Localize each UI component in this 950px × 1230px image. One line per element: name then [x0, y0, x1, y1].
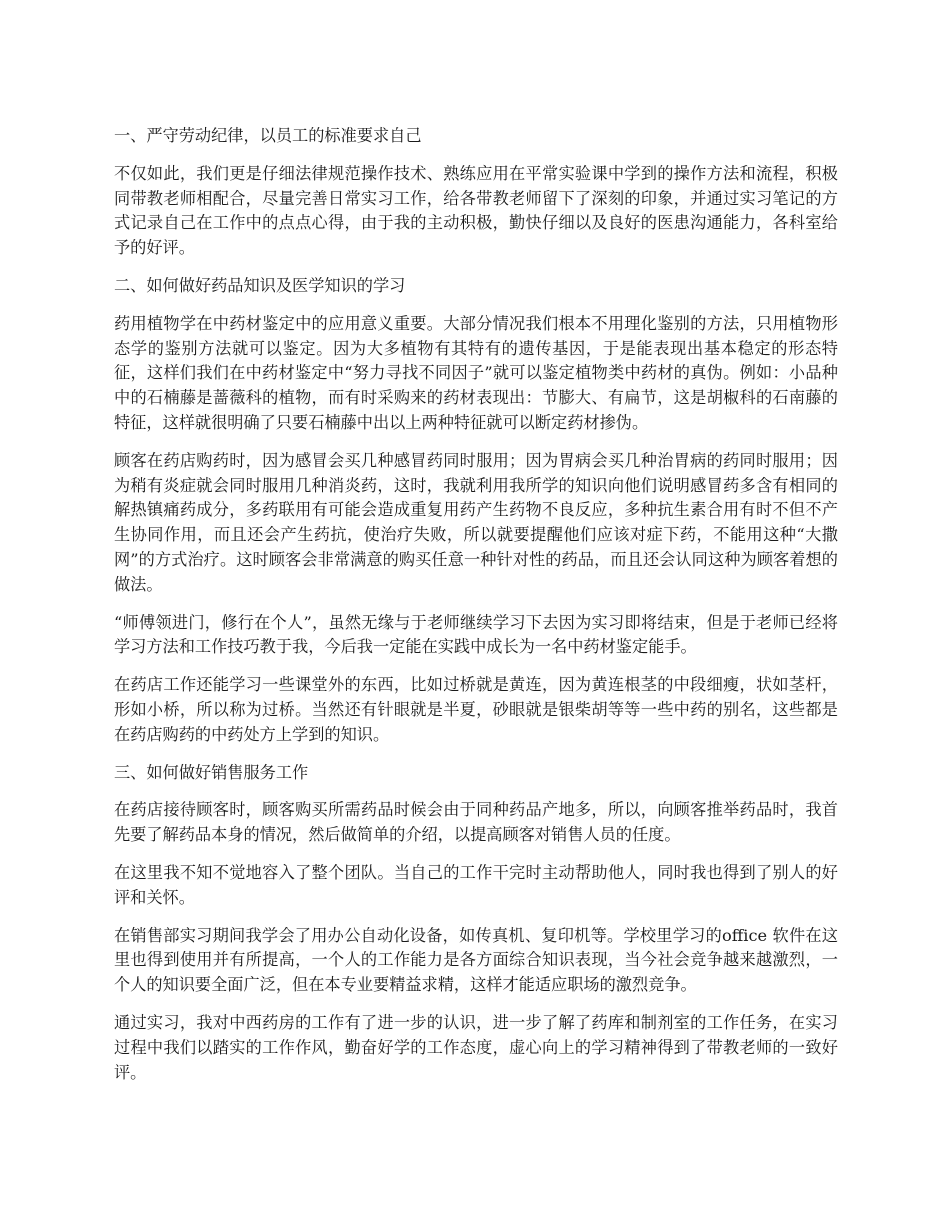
- paragraph: 在药店接待顾客时，顾客购买所需药品时候会由于同种药品产地多，所以，向顾客推举药品时，我首先要了解药品本身的情况，然后做简单的介绍，以提高顾客对销售人员的任度。: [114, 800, 838, 845]
- paragraph: 顾客在药店购药时，因为感冒会买几种感冒药同时服用；因为胃病会买几种治胃病的药同时服用；因为稍有炎症就会同时服用几种消炎药，这时，我就利用我所学的知识向他们说明感冒药多含有相同的解热镇痛药成分，多药联用有可能会造成重复用药产生药物不良反应，多种抗生素合用有时不但不产生协同作用，而且还会产生药抗，使治疗失败，所以就要提醒他们应该对症下药，不能用这种“大撒网”的方式治疗。这时顾客会非常满意的购买任意一种针对性的药品，而且还会认同这种为顾客着想的做法。: [114, 450, 838, 594]
- paragraph: 在这里我不知不觉地容入了整个团队。当自己的工作干完时主动帮助他人，同时我也得到了别人的好评和关怀。: [114, 862, 838, 907]
- paragraph: 不仅如此，我们更是仔细法律规范操作技术、熟练应用在平常实验课中学到的操作方法和流程，积极同带教老师相配合，尽量完善日常实习工作，给各带教老师留下了深刻的印象，并通过实习笔记的方式记录自己在工作中的点点心得，由于我的主动积极，勤快仔细以及良好的医患沟通能力，各科室给予的好评。: [114, 163, 838, 258]
- paragraph: 药用植物学在中药材鉴定中的应用意义重要。大部分情况我们根本不用理化鉴别的方法，只用植物形态学的鉴别方法就可以鉴定。因为大多植物有其特有的遗传基因，于是能表现出基本稳定的形态特征，这样们我们在中药材鉴定中“努力寻找不同因子”就可以鉴定植物类中药材的真伪。例如：小品种中的石楠藤是蔷薇科的植物，而有时采购来的药材表现出：节膨大、有扁节，这是胡椒科的石南藤的特征，这样就很明确了只要石楠藤中出以上两种特征就可以断定药材掺伪。: [114, 313, 838, 432]
- section-heading-2: 二、如何做好药品知识及医学知识的学习: [114, 275, 406, 295]
- paragraph: 在销售部实习期间我学会了用办公自动化设备，如传真机、复印机等。学校里学习的office 软件在这里也得到使用并有所提高，一个人的工作能力是各方面综合知识表现，当今社会竞争越来越激烈，一个人的知识要全面广泛，但在本专业要精益求精，这样才能适应职场的激烈竞争。: [114, 925, 838, 995]
- document-body: [114, 124, 838, 1098]
- paragraph: 通过实习，我对中西药房的工作有了进一步的认识，进一步了解了药库和制剂室的工作任务，在实习过程中我们以踏实的工作作风，勤奋好学的工作态度，虚心向上的学习精神得到了带教老师的一致好评。: [114, 1012, 838, 1082]
- section-heading-3: 三、如何做好销售服务工作: [114, 762, 309, 782]
- paragraph: “师傅领进门，修行在个人”，虽然无缘与于老师继续学习下去因为实习即将结束，但是于老师已经将学习方法和工作技巧教于我，今后我一定能在实践中成长为一名中药材鉴定能手。: [114, 612, 838, 657]
- paragraph: 在药店工作还能学习一些课堂外的东西，比如过桥就是黄连，因为黄连根茎的中段细瘦，状如茎杆，形如小桥，所以称为过桥。当然还有针眼就是半夏，砂眼就是银柴胡等等一些中药的别名，这些都是在药店购药的中药处方上学到的知识。: [114, 675, 838, 744]
- section-heading-1: 一、严守劳动纪律，以员工的标准要求自己: [114, 126, 422, 145]
